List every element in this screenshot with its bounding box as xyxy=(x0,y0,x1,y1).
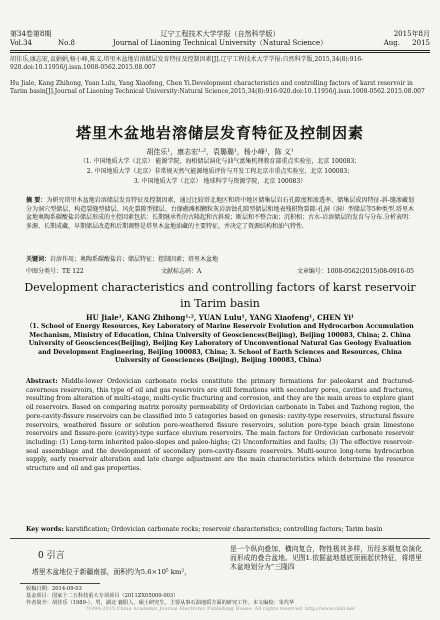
abstract-zh-label: 摘 要： xyxy=(26,197,47,204)
intro-heading: 0 引言 xyxy=(38,551,65,561)
keywords-zh-text: 岩溶作用；奥陶系碳酸盐岩；储层特征；控制因素；塔里木盆地 xyxy=(50,256,219,263)
abstract-en-label: Abstract: xyxy=(26,378,58,385)
footnote-funding: 基金项目：国家十二五科技重大专项项目（2011ZX05009-003） xyxy=(26,593,179,599)
footnote-received: 收稿日期：2014-09-03 xyxy=(26,586,82,592)
citation-en: Hu Jiale, Kang Zhihong, Yuan Lulu, Yang Xiaofeng, Chen Yi.Development characteristics and controlling factors of karst reservoir in Tarim basin[J].Journal of Liaoning Technical University:Natural Science,2015,34(8):916-920.doi:10.11956/j.issn.1008-0562.2015.08.007 xyxy=(10,80,425,95)
paper-title-zh: 塔里木盆地岩溶储层发育特征及控制因素 xyxy=(75,124,364,142)
keywords-zh-label: 关键词： xyxy=(26,256,51,263)
abstract-zh xyxy=(26,197,414,231)
intro-left-column: 塔里木盆地位于新疆南部，面积约为5.6×10⁵ km²， xyxy=(32,568,191,576)
affiliation-zh-1: （1. 中国地质大学（北京） 能源学院，海相储层演化与油气富集机理教育部重点实验室，北京 100083； xyxy=(79,158,361,165)
copyright-footer: ?1994-2015 China Academic Journal Electronic Publishing House. All rights reserved. http://www.cnki.net xyxy=(85,606,355,612)
abstract-zh-text: 为研究塔里木盆地岩溶储层发育特征及控制因素，通过比较塔北地区和塔中地区储集层岩石孔隙度和渗透率、储集层成因特征-斜-缝渗藏划分为洞穴型储层、构造裂缝型储层、风化裂隙型储层、台缘礁滩相颗粒灰岩溶蚀孔隙型储层和地表残积物裂隙-孔洞（洞）型储层等5种类型.塔里木盆地奥陶系碳酸盐岩储层形成的主控因素包括：长期继承性的古隆起和古斜坡；断层和不整合面；沉积相；古水-岩溶储层的发育与分布.分析表明：多源、长期成藏，早期储层改造和后期调整是塔里木盆地油藏的主要特征，并决定了资源结构和油气特性. xyxy=(26,197,414,230)
keywords-en-text: karstification; Ordovician carbonate rocks; reservoir characteristics; controlling factors; Tarim basin xyxy=(65,526,383,533)
article-number: 文章编号：1008-0562(2015)08-0916-05 xyxy=(296,268,414,275)
citation-zh: 胡佳乐,康志宏,袁娟娟,杨小峰,陈义.塔里木盆地岩溶储层发育特征及控制因素[J].辽宁工程技术大学学报:自然科学版,2015,34(8):916-920.doi:10.11956/j.issn.1008-0562.2015.08.007 xyxy=(10,56,364,71)
footnotes xyxy=(26,586,420,607)
date-zh: 2015年8月 xyxy=(393,30,430,38)
header-rule-thin xyxy=(10,52,430,53)
keywords-zh xyxy=(26,256,414,264)
footnote-rule xyxy=(20,583,100,584)
section-separator xyxy=(10,538,430,539)
clc-number: 中图分类号：TE 122 xyxy=(26,268,84,275)
affiliation-zh-2: 2. 中国地质大学（北京）非常规天然气能源地质评价与开发工程北京市重点实验室，北京 100083； xyxy=(86,168,354,175)
keywords-en-label: Key words: xyxy=(26,526,64,533)
authors-en: HU Jiale¹, KANG Zhihong¹·², YUAN Lulu¹, YANG Xiaofeng¹, CHEN Yi¹ xyxy=(85,313,355,322)
paper-title-en: Development characteristics and controlling factors of karst reservoir in Tarim basin xyxy=(24,281,416,310)
header-rule xyxy=(10,50,430,51)
abstract-en-text: Middle-lower Ordovician carbonate rocks constitute the primary formations for paleokarst and fractured-cavernous reservoirs, this type of oil and gas reservoirs are still formations with secondary pores, cavities and fractures, resulting from alteration of multi-stage, multi-cyclic fracturing and corrosion, and they are the main areas to explore giant oil reservoirs. Based on comparing matrix porosity permeability of Ordovician carbonate in Tabei and Tazhong region, the pore-cavity-fissure reservoirs can be classified into 5 categories based on genesis: cavity-type reservoirs, structural fissure reservoirs, weathered fissure or solution pore-weathered fissure reservoirs, solution pore-type beach grain limestone reservoirs and fissure-pore (cavity)-type surface eluvium reservoirs. The main factors for Ordovician carbonate reservoir including: (1) Long-term inherited paleo-slopes and paleo-highs; (2) Unconformities and faults; (3) The effective reservoir-seal assemblage and the development of secondary pore-cavity-fissure reservoirs. Multi-source long-term hydrocarbon supply, early reservoir alteration and late charge adjustment are the main characteristics which determine the resource structure and oil and gas properties. xyxy=(26,378,415,473)
affiliation-zh-3: 3. 中国地质大学（北京） 地球科学与资源学院，北京 100083） xyxy=(133,178,307,185)
issue-en: No.8 xyxy=(58,39,75,47)
authors-zh: 胡佳乐¹，康志宏¹·²，袁璐璐¹，杨小峰¹，陈 义¹ xyxy=(146,148,294,156)
keywords-en xyxy=(26,526,414,533)
journal-name-en: Journal of Liaoning Technical University（Natural Science） xyxy=(112,39,328,47)
month-en: Aug. xyxy=(383,39,400,47)
affiliation-en: （1. School of Energy Resources, Key Laboratory of Marine Reservoir Evolution and Hydrocarbon Accumulation Mechanism, Ministry of Education, China University of Geosciences(Beijing), Beijing 100083, China; 2. China University of Geosciences(Beijing), Beijing Key Laboratory of Unconventional Natural Gas Geology Evaluation and Development Engineering, Beijing 100083, China; 3. School of Earth Sciences and Resources, China University of Geosciences (Beijing), Beijing 100083, China） xyxy=(26,323,414,365)
footnote-author: 作者简介：胡佳乐（1989-），男，湖北 襄阳人，硕士研究生，主要从事石油地质方面的研究工作。本文编校：朱代华 xyxy=(26,600,295,606)
document-code: 文献标志码：A xyxy=(161,268,202,275)
abstract-en xyxy=(26,378,414,474)
volume-zh: 第34卷第8期 xyxy=(10,30,52,38)
year-en: 2015 xyxy=(412,39,430,47)
journal-name-zh: 辽宁工程技术大学学报（自然科学版） xyxy=(160,30,280,38)
intro-right-column: 是一个纵向叠加、横向复合，物性极其多样，历经多期复杂演化而形成的叠合盆地。见图1.依据盆地基底顶面起伏特征，将塔里木盆地划分为“三隆四 xyxy=(230,545,422,572)
volume-en: Vol.34 xyxy=(10,39,32,47)
